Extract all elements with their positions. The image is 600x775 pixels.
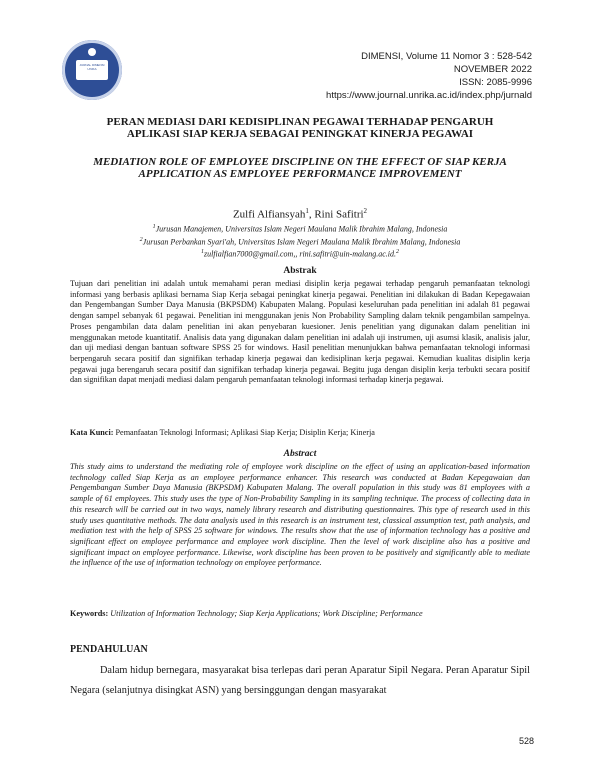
- abstract-body: This study aims to understand the mediating role of employee work discipline on the effect of using an application-based information technology called Siap Kerja as an employee performance enhancer. This research was conducted at Badan Kepegawaian dan Pengembangan Sumber Daya Manusia (BKPSDM) Kabupaten Malang. The overall population in this study was 81 employees with a sample of 61 employees. This study uses the type of Non-Probability Sampling in its sampling technique. The process of collecting data in this research will be carried out in two ways, namely library research and distributing questionnaires. This type of research used in this study uses quantitative methods. The data analysis used in this research is an instrument test, classical assumption test, path analysis, and mediation test with the help of SPSS 25 software for windows. The results show that the use of information technology has a positive and significant effect on employee performance and employee work discipline. Then the level of work discipline also has a positive and significant impact on employee performance. Likewise, work discipline has been proven to be positively and significantly able to mediate the influence of the use of information technology on employee performance.: [70, 462, 530, 568]
- author-emails: [40, 247, 560, 260]
- title-indonesian: [40, 116, 560, 140]
- author-2-sup: 2: [363, 207, 368, 215]
- keywords: [70, 609, 530, 618]
- intro-paragraph: Dalam hidup bernegara, masyarakat bisa terlepas dari peran Aparatur Sipil Negara. Peran Aparatur Sipil Negara (selanjutnya disingkat ASN) yang bersinggungan dengan masyarakat: [70, 665, 530, 696]
- abstract-heading: Abstract: [283, 449, 317, 459]
- journal-info: [326, 50, 532, 102]
- journal-issn: ISSN: 2085-9996: [459, 77, 532, 88]
- logo-banner: [76, 60, 108, 80]
- section-heading: PENDAHULUAN: [70, 644, 148, 655]
- aff2-sup: 2: [139, 236, 143, 243]
- page-number: 528: [518, 736, 534, 746]
- abstrak-heading: Abstrak: [283, 266, 317, 276]
- email-sup-2: 2: [396, 249, 400, 256]
- title-id-line1: PERAN MEDIASI DARI KEDISIPLINAN PEGAWAI TERHADAP PENGARUH: [106, 116, 494, 128]
- abstrak-body: Tujuan dari penelitian ini adalah untuk memahami peran mediasi disiplin kerja pegawai terhadap pengaruh pemanfaatan teknologi informasi yang berbasis aplikasi bernama Siap Kerja sebagai peningkat kinerja pegawai. Penelitian ini dilakukan di Badan Kepegawaian dan Pengembangan Sumber Daya Manusia (BKPSDM) Kabupaten Malang. Populasi keseluruhan pada penelitian ini adalah 81 pegawai dengan sampel sebanyak 61 pegawai. Penelitian ini menggunakan jenis Non Probability Sampling dalam teknik pengambilan sampelnya. Proses pengambilan data dalam penelitian ini akan penyebaran kuesioner. Jenis penelitian yang digunakan dalam penelitian ini menggunakan metode kuantitatif. Analisis data yang digunakan dalam penelitian ini adalah uji instrumen, uji asumsi klasik, analisis jalur, dan uji mediasi dengan bantuan software SPSS 25 for windows. Hasil penelitian menunjukkan bahwa pemanfaatan teknologi informasi berpengaruh secara positif dan signifikan terhadap kinerja pegawai dan kedisiplinan kerja pegawai. Kemudian kualitas disiplin kerja pegawai juga berengaruh secara positif dan signifikan terhadap kinerja pegawai. Begitu juga dengan disiplin kerja terbukti secara positif dan signifikan dapat menjadi mediasi dalam pengaruh pemanfaatan teknologi informasi terhadap kinerja pegawai.: [70, 279, 530, 385]
- kata-kunci: [70, 428, 530, 437]
- aff2-text: Jurusan Perbankan Syari'ah, Universitas Islam Negeri Maulana Malik Ibrahim Malang, Indonesia: [142, 237, 461, 247]
- kata-kunci-text: Pemanfaatan Teknologi Informasi; Aplikasi Siap Kerja; Disiplin Kerja; Kinerja: [115, 428, 375, 437]
- title-id-line2: APLIKASI SIAP KERJA SEBAGAI PENINGKAT KINERJA PEGAWAI: [126, 128, 474, 140]
- title-english: [40, 156, 560, 180]
- journal-logo: [62, 40, 122, 100]
- affiliation-2: [40, 235, 560, 248]
- journal-volume: DIMENSI, Volume 11 Nomor 3 : 528-542: [361, 51, 532, 62]
- logo-text: JURNAL DIMENSI UNIKA: [79, 63, 105, 71]
- author-2: Rini Safitri: [314, 208, 364, 221]
- keywords-text: Utilization of Information Technology; Siap Kerja Applications; Work Discipline; Performance: [110, 609, 423, 618]
- email-text[interactable]: zulfialfian7000@gmail.com,, rini.safitri@uin-malang.ac.id.: [203, 249, 397, 259]
- kata-kunci-label: Kata Kunci:: [70, 428, 114, 437]
- aff1-sup: 1: [152, 224, 156, 230]
- keywords-label: Keywords:: [70, 609, 109, 618]
- authors: [40, 207, 560, 221]
- affiliations: [40, 222, 560, 260]
- author-1: Zulfi Alfiansyah: [232, 208, 306, 221]
- author-separator: ,: [308, 208, 315, 221]
- logo-emblem-icon: [88, 48, 96, 56]
- author-1-sup: 1: [305, 207, 309, 215]
- title-en-line2: APPLICATION AS EMPLOYEE PERFORMANCE IMPROVEMENT: [138, 168, 462, 180]
- journal-date: NOVEMBER 2022: [453, 64, 532, 75]
- aff1-text: Jurusan Manajemen, Universitas Islam Negeri Maulana Malik Ibrahim Malang, Indonesia: [155, 224, 448, 234]
- affiliation-1: [40, 222, 560, 235]
- title-en-line1: MEDIATION ROLE OF EMPLOYEE DISCIPLINE ON THE EFFECT OF SIAP KERJA: [93, 156, 507, 168]
- journal-url[interactable]: https://www.journal.unrika.ac.id/index.php/jurnald: [326, 90, 532, 101]
- email-sup: 1: [200, 249, 204, 256]
